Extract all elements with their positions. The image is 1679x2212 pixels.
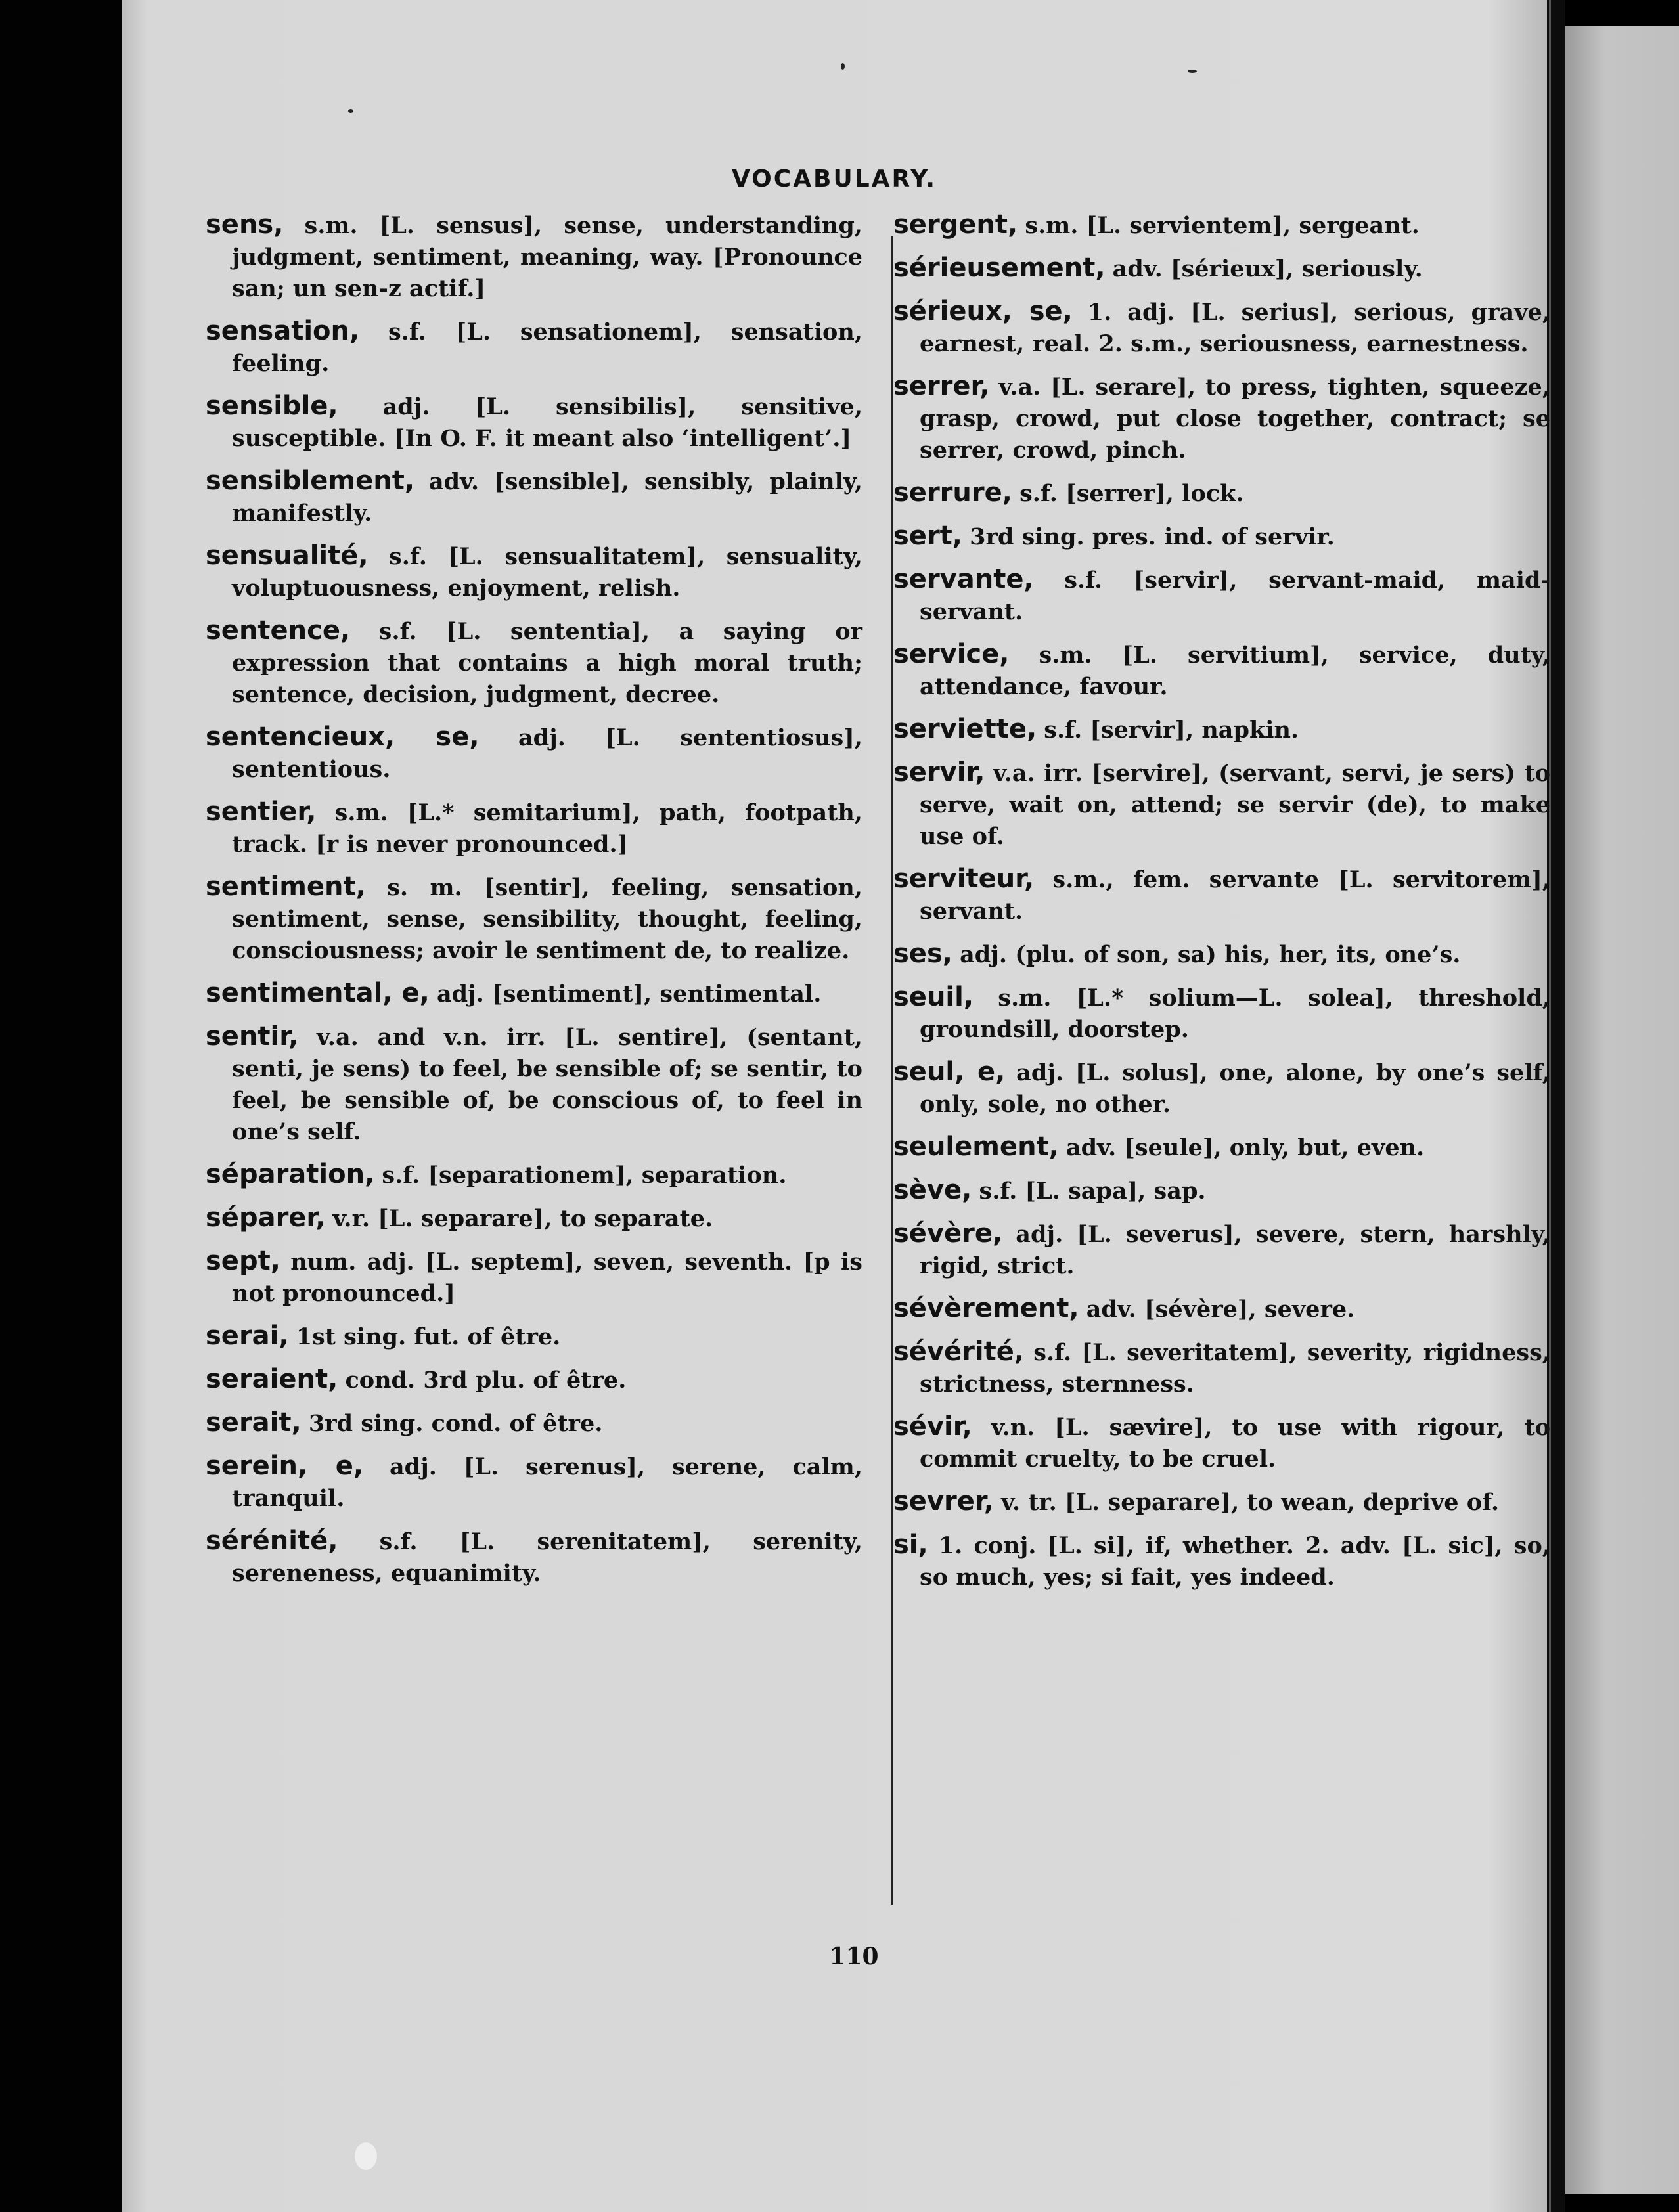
definition: s.f. [L. sensationem], sensation, feeling. bbox=[232, 319, 862, 377]
definition: adv. [sévère], severe. bbox=[1086, 1296, 1355, 1323]
definition: s.f. [L. sensualitatem], sensuality, voluptuousness, enjoyment, relish. bbox=[232, 543, 862, 602]
entry bbox=[206, 540, 862, 604]
definition: adj. (plu. of son, sa) his, her, its, one’s. bbox=[960, 941, 1461, 968]
headword: seul, e, bbox=[893, 1057, 1006, 1087]
definition: adv. [sensible], sensibly, plainly, manifestly. bbox=[232, 468, 862, 527]
entry bbox=[206, 1363, 862, 1396]
definition: s.f. [separationem], separation. bbox=[382, 1162, 787, 1189]
definition: s.f. [L. serenitatem], serenity, sereneness, equanimity. bbox=[232, 1528, 862, 1587]
headword: sensiblement, bbox=[206, 466, 415, 496]
definition: adj. [L. sensibilis], sensitive, susceptible. [In O. F. it meant also ‘intelligent’.] bbox=[232, 393, 862, 452]
headword: sévir, bbox=[893, 1411, 972, 1442]
headword: sept, bbox=[206, 1246, 280, 1276]
entry bbox=[206, 977, 862, 1010]
entry bbox=[893, 1174, 1550, 1207]
scan-speck bbox=[348, 109, 353, 113]
definition: v.r. [L. separare], to separate. bbox=[332, 1205, 713, 1232]
entry bbox=[893, 713, 1550, 746]
entry bbox=[893, 520, 1550, 553]
headword: serrer, bbox=[893, 371, 990, 401]
entry bbox=[206, 315, 862, 380]
headword: sevrer, bbox=[893, 1486, 994, 1516]
headword: sentir, bbox=[206, 1021, 299, 1051]
definition: cond. 3rd plu. of être. bbox=[345, 1367, 627, 1394]
headword: seulement, bbox=[893, 1132, 1059, 1162]
entry bbox=[893, 1336, 1550, 1400]
entry bbox=[893, 1056, 1550, 1120]
running-header: VOCABULARY. bbox=[731, 166, 937, 192]
entry bbox=[893, 296, 1550, 360]
definition: s.m. [L. sensus], sense, understanding, judgment, sentiment, meaning, way. [Pronounce san; un sen-z actif.] bbox=[232, 212, 862, 302]
headword: sens, bbox=[206, 210, 284, 240]
entry bbox=[206, 209, 862, 305]
definition: v.a. irr. [servire], (servant, servi, je sers) to serve, wait on, attend; se servir (de), to make use of. bbox=[920, 760, 1550, 850]
definition: s.m. [L.* semitarium], path, footpath, track. [r is never pronounced.] bbox=[232, 799, 862, 858]
entry bbox=[893, 1131, 1550, 1164]
headword: séparation, bbox=[206, 1159, 375, 1189]
entry bbox=[206, 390, 862, 454]
definition: adv. [seule], only, but, even. bbox=[1066, 1134, 1425, 1161]
entry bbox=[893, 252, 1550, 285]
definition: s.f. [L. sententia], a saying or expression that contains a high moral truth; sentence, decision, judgment, decree. bbox=[232, 618, 862, 708]
definition: s.m. [L. servitium], service, duty, attendance, favour. bbox=[920, 642, 1550, 700]
entry bbox=[893, 209, 1550, 242]
definition: 1. adj. [L. serius], serious, grave, earnest, real. 2. s.m., seriousness, earnestness. bbox=[920, 299, 1550, 357]
definition: v.a. and v.n. irr. [L. sentire], (sentant, senti, je sens) to feel, be sensible of; se sentir, to feel, be sensible of, be conscious of, to feel in one’s self. bbox=[232, 1024, 862, 1145]
entry bbox=[893, 1218, 1550, 1282]
headword: serviette, bbox=[893, 714, 1037, 744]
entry bbox=[206, 1450, 862, 1515]
headword: sévère, bbox=[893, 1218, 1003, 1249]
entry bbox=[206, 721, 862, 785]
headword: servante, bbox=[893, 564, 1034, 594]
headword: sérieusement, bbox=[893, 253, 1106, 283]
headword: serait, bbox=[206, 1407, 302, 1438]
entry bbox=[206, 1159, 862, 1191]
entry bbox=[893, 1529, 1550, 1593]
headword: service, bbox=[893, 639, 1010, 669]
definition: adj. [L. severus], severe, stern, harshly, rigid, strict. bbox=[920, 1221, 1550, 1279]
entry bbox=[893, 477, 1550, 510]
scan-speck bbox=[1188, 70, 1197, 73]
scan-border-left bbox=[0, 0, 122, 2212]
definition: v.a. [L. serare], to press, tighten, squeeze, grasp, crowd, put close together, contract; se serrer, crowd, pinch. bbox=[920, 374, 1550, 464]
definition: 1. conj. [L. si], if, whether. 2. adv. [L. sic], so, so much, yes; si fait, yes indeed. bbox=[920, 1532, 1550, 1591]
definition: v. tr. [L. separare], to wean, deprive of. bbox=[1001, 1489, 1500, 1516]
entry bbox=[893, 1486, 1550, 1518]
headword: sévèrement, bbox=[893, 1293, 1079, 1323]
entry bbox=[893, 1411, 1550, 1475]
entry bbox=[206, 615, 862, 711]
headword: sévérité, bbox=[893, 1337, 1025, 1367]
adjacent-page-edge bbox=[1565, 26, 1679, 2194]
entry bbox=[893, 638, 1550, 703]
scan-speck bbox=[355, 2142, 377, 2170]
definition: s.f. [servir], napkin. bbox=[1044, 717, 1299, 743]
headword: sensualité, bbox=[206, 541, 369, 571]
definition: 3rd sing. pres. ind. of servir. bbox=[970, 523, 1335, 550]
definition: adj. [L. sententiosus], sententious. bbox=[232, 724, 862, 783]
headword: sensible, bbox=[206, 391, 338, 421]
headword: sentiment, bbox=[206, 872, 366, 902]
headword: serein, e, bbox=[206, 1451, 364, 1481]
definition: s.m., fem. servante [L. servitorem], servant. bbox=[920, 866, 1550, 925]
right-column bbox=[893, 209, 1550, 1604]
definition: s.m. [L.* solium—L. solea], threshold, groundsill, doorstep. bbox=[920, 984, 1550, 1043]
headword: seuil, bbox=[893, 982, 974, 1012]
headword: servir, bbox=[893, 757, 985, 787]
entry bbox=[206, 465, 862, 529]
entry bbox=[206, 1245, 862, 1310]
headword: sensation, bbox=[206, 316, 360, 346]
headword: serai, bbox=[206, 1321, 289, 1351]
definition: s.f. [L. sapa], sap. bbox=[979, 1178, 1206, 1205]
definition: adj. [L. serenus], serene, calm, tranquil. bbox=[232, 1453, 862, 1512]
scan-speck bbox=[841, 63, 845, 70]
definition: s. m. [sentir], feeling, sensation, sentiment, sense, sensibility, thought, feeling, consciousness; avoir le sentiment de, to realize. bbox=[232, 874, 862, 964]
headword: sergent, bbox=[893, 210, 1018, 240]
headword: ses, bbox=[893, 939, 952, 969]
definition: s.f. [servir], servant-maid, maid-servant. bbox=[920, 567, 1550, 625]
entry bbox=[206, 871, 862, 967]
definition: v.n. [L. sævire], to use with rigour, to commit cruelty, to be cruel. bbox=[920, 1414, 1550, 1472]
entry bbox=[206, 1407, 862, 1440]
column-divider bbox=[891, 236, 893, 1905]
headword: sert, bbox=[893, 521, 962, 551]
definition: adj. [L. solus], one, alone, by one’s self, only, sole, no other. bbox=[920, 1059, 1550, 1118]
entry bbox=[893, 981, 1550, 1046]
entry bbox=[206, 1320, 862, 1353]
entry bbox=[893, 1293, 1550, 1325]
page-number: 110 bbox=[829, 1943, 879, 1970]
definition: s.m. [L. servientem], sergeant. bbox=[1025, 212, 1420, 239]
definition: s.f. [L. severitatem], severity, rigidness, strictness, sternness. bbox=[920, 1339, 1550, 1398]
headword: sérénité, bbox=[206, 1526, 338, 1556]
headword: serrure, bbox=[893, 477, 1012, 508]
entry bbox=[206, 1202, 862, 1235]
definition: 1st sing. fut. of être. bbox=[296, 1323, 561, 1350]
headword: sérieux, se, bbox=[893, 296, 1073, 326]
headword: sentence, bbox=[206, 615, 351, 646]
entry bbox=[206, 1021, 862, 1148]
definition: adv. [sérieux], seriously. bbox=[1112, 255, 1423, 282]
entry bbox=[893, 564, 1550, 628]
headword: séparer, bbox=[206, 1203, 326, 1233]
entry bbox=[893, 863, 1550, 927]
definition: num. adj. [L. septem], seven, seventh. [p is not pronounced.] bbox=[232, 1249, 862, 1307]
entry bbox=[893, 370, 1550, 466]
entry bbox=[206, 1525, 862, 1589]
definition: s.f. [serrer], lock. bbox=[1019, 480, 1244, 507]
headword: sentier, bbox=[206, 797, 317, 827]
entry bbox=[893, 938, 1550, 971]
headword: sève, bbox=[893, 1175, 972, 1205]
left-column bbox=[206, 209, 862, 1600]
headword: si, bbox=[893, 1530, 928, 1560]
definition: 3rd sing. cond. of être. bbox=[308, 1410, 603, 1437]
definition: adj. [sentiment], sentimental. bbox=[436, 981, 822, 1007]
headword: serviteur, bbox=[893, 864, 1035, 894]
headword: sentimental, e, bbox=[206, 978, 430, 1008]
entry bbox=[893, 757, 1550, 852]
headword: seraient, bbox=[206, 1364, 338, 1394]
headword: sentencieux, se, bbox=[206, 722, 480, 752]
entry bbox=[206, 796, 862, 860]
